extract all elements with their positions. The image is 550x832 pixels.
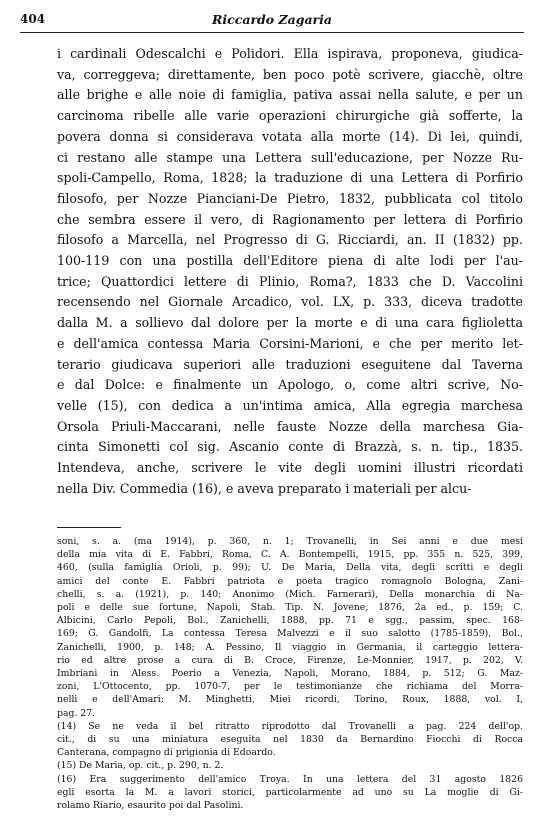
body-line: trice; Quattordici lettere di Plinio, Roma?, 1833 che D. Vaccolini — [57, 273, 523, 289]
body-line: dalla M. a sollievo dal dolore per la morte e di una cara figlioletta — [57, 315, 523, 331]
footnote-line: amici del conte E. Fabbri patriota e poeta tragico romagnolo Bologna, Zani- — [57, 575, 523, 587]
body-line: filosofo a Marcella, nel Progresso di G. Ricciardi, an. II (1832) pp. — [57, 232, 523, 248]
body-line: Intendeva, anche, scrivere le vite degli uomini illustri ricordati — [57, 460, 523, 476]
footnote-line: Imbriani in Aless. Poerio a Venezia, Napoli, Morano, 1884, p. 512; G. Maz- — [57, 668, 523, 680]
page-header — [20, 12, 524, 33]
footnote-line: pag. 27. — [57, 707, 96, 719]
footnote-line: della mia vita di E. Fabbri, Roma, C. A. Bontempelli, 1915, pp. 355 n. 525, 399, — [57, 549, 523, 561]
main-text — [57, 44, 523, 499]
body-line: e dal Dolce: e finalmente un Apologo, o, come altri scrive, No- — [57, 377, 523, 393]
footnote-line: (14) Se ne veda il bel ritratto riprodotto dal Trovanelli a pag. 224 dell'op. — [57, 720, 523, 732]
footnote-line: (15) De Maria, op. cit., p. 290, n. 2. — [57, 760, 224, 772]
footnote-line: Albicini, Carlo Pepoli, Bol., Zanichelli, 1888, pp. 71 e sgg., passim, spec. 168- — [57, 615, 523, 627]
footnotes — [57, 535, 523, 812]
footnote-separator — [57, 527, 121, 528]
body-line: va, correggeva; direttamente, ben poco potè scrivere, giacchè, oltre — [57, 66, 523, 82]
body-line: cinta Simonetti col sig. Ascanio conte di Brazzà, s. n. tip., 1835. — [57, 439, 523, 455]
body-line: carcinoma ribelle alle varie operazioni chirurgiche già sofferte, la — [57, 108, 523, 124]
footnote-line: poli e delle sue fortune, Napoli, Stab. Tip. N. Jovene, 1876, 2a ed., p. 159; C. — [57, 602, 523, 614]
body-line: 100-119 con una postilla dell'Editore piena di alte lodi per l'au- — [57, 253, 523, 269]
footnote-line: egli esorta la M. a lavori storici, particolarmente ad uno su La moglie di Gi- — [57, 786, 523, 798]
body-line: e dell'amica contessa Maria Corsini-Marioni, e che per merito let- — [57, 335, 523, 351]
body-line: alle brighe e alle noie di famiglia, pativa assai nella salute, e per un — [57, 87, 523, 103]
body-line: spoli-Campello, Roma, 1828; la traduzione di una Lettera di Porfirio — [57, 170, 523, 186]
footnote-line: zoni, L'Ottocento, pp. 1070-7, per le testimonianze che richiama del Morra- — [57, 681, 523, 693]
body-line: ci restano alle stampe una Lettera sull'educazione, per Nozze Ru- — [57, 149, 523, 165]
body-line: i cardinali Odescalchi e Polidori. Ella ispirava, proponeva, giudica- — [57, 46, 523, 61]
running-title: Riccardo Zagaria — [212, 12, 332, 27]
body-line: povera donna si considerava votata alla morte (14). Di lei, quindi, — [57, 128, 523, 144]
footnote-line: chelli, s. a. (1921), p. 140; Anonimo (Mich. Farnerari), Della monarchia di Na- — [57, 588, 523, 600]
page-number: 404 — [20, 12, 46, 26]
footnote-line: nelli e dell'Amari; M. Minghetti, Miei ricordi, Torino, Roux, 1888, vol. I, — [57, 694, 523, 706]
body-line: nella Div. Commedia (16), e aveva preparato i materiali per alcu- — [57, 480, 472, 496]
body-line: velle (15), con dedica a un'intima amica, Alla egregia marchesa — [57, 397, 523, 413]
footnote-line: Zanichelli, 1900, p. 148; A. Pessino, Il viaggio in Germania, il carteggio lettera- — [57, 641, 523, 653]
body-line: recensendo nel Giornale Arcadico, vol. LX, p. 333, diceva tradotte — [57, 294, 523, 310]
body-line: terario giudicava superiori alle traduzioni eseguitene dal Taverna — [57, 356, 523, 372]
footnote-line: soni, s. a. (ma 1914), p. 360, n. 1; Trovanelli, in Sei anni e due mesi — [57, 536, 523, 547]
footnote-line: 460, (sulla famiglia Orioli, p. 99); U. De Maria, Della vita, degli scritti e degli — [57, 562, 523, 574]
body-line: che sembra essere il vero, di Ragionamento per lettera di Porfirio — [57, 211, 523, 227]
footnote-line: rio ed altre prose a cura di B. Croce, Firenze, Le-Monnier, 1917, p. 202, V. — [57, 654, 523, 666]
body-line: Orsola Priuli-Maccarani, nelle fauste Nozze della marchesa Gia- — [57, 418, 523, 434]
footnote-line: (16) Era suggerimento dell'amico Troya. In una lettera del 31 agosto 1826 — [57, 773, 523, 785]
footnote-line: cit., di su una miniatura eseguita nel 1830 da Bernardino Fiocchi di Rocca — [57, 734, 523, 746]
body-line: filosofo, per Nozze Pianciani-De Pietro, 1832, pubblicata col titolo — [57, 190, 523, 206]
footnote-line: 169; G. Gandolfi, La contessa Teresa Malvezzi e il suo salotto (1785-1859), Bol., — [57, 628, 523, 640]
footnote-line: rolamo Riario, esaurito poi dal Pasolini. — [57, 800, 244, 812]
footnote-line: Canterana, compagno di prigionia di Edoardo. — [57, 747, 276, 759]
